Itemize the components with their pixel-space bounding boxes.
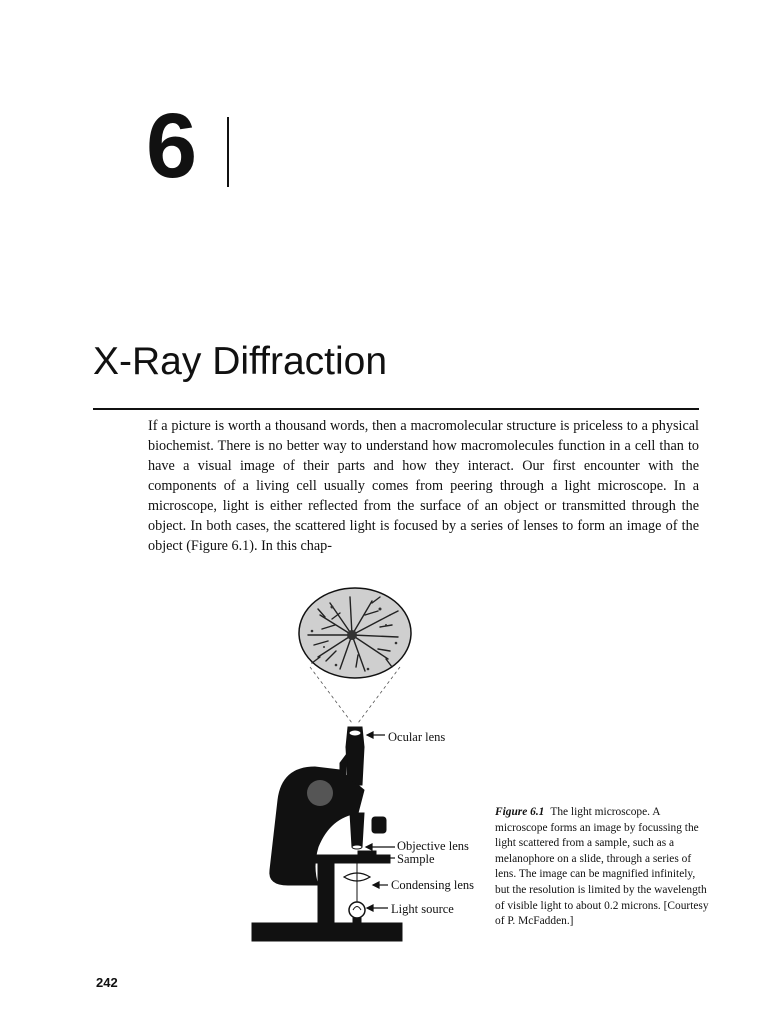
- page-number: 242: [96, 975, 118, 990]
- magnified-view: [299, 588, 411, 678]
- title-rule: [93, 408, 699, 410]
- microscope-illustration: [240, 585, 500, 955]
- chapter-number: 6: [146, 95, 198, 197]
- label-light-source: Light source: [391, 902, 454, 916]
- figure-caption: [495, 805, 710, 930]
- chapter-title: X-Ray Diffraction: [93, 340, 388, 383]
- chapter-divider: [227, 117, 229, 187]
- label-sample: Sample: [397, 852, 435, 866]
- label-condensing-lens: Condensing lens: [391, 878, 474, 892]
- label-objective-lens: Objective lens: [397, 839, 469, 853]
- intro-paragraph: If a picture is worth a thousand words, then a macromolecular structure is priceless to a physical biochemist. There is no better way to understand how macromolecules function in a cell than to have a visual image of their parts and how they interact. Our first encounter with the components of a living cell usually comes from peering through a light microscope. In a microscope, light is either reflected from the surface of an object or transmitted through the object. In both cases, the scattered light is focused by a series of lenses to form an image of the object (Figure 6.1). In this chap-: [148, 418, 699, 554]
- figure-label: Figure 6.1: [495, 806, 545, 818]
- microscope-body: [252, 727, 402, 941]
- label-ocular-lens: Ocular lens: [388, 730, 446, 744]
- figure-caption-text: The light microscope. A microscope forms an image by focussing the light scattered from a sample, such as a melanophore on a slide, through a series of lens. The image can be magnified infinitely, but the resolution is limited by the wavelength of visible light to about 0.2 microns. [Courtesy of P. McFadden.]: [495, 806, 709, 928]
